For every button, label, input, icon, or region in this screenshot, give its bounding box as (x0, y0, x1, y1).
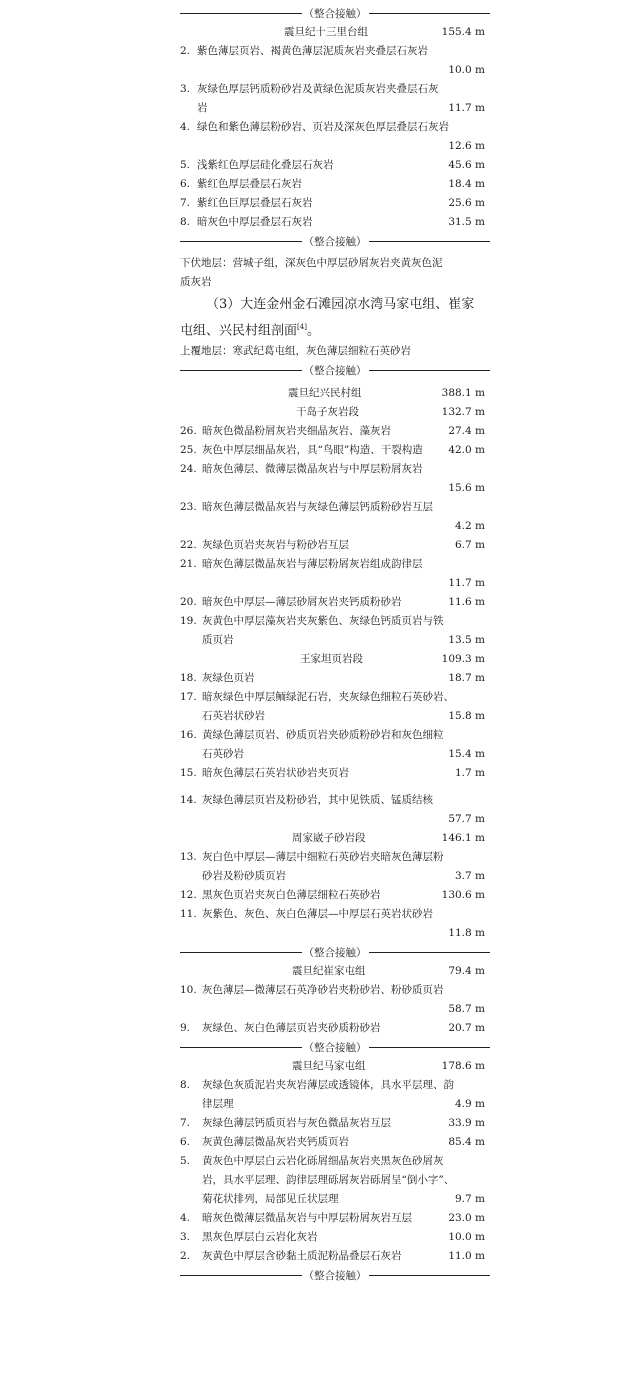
layer-row: 10. 灰色薄层—微薄层石英净砂岩夹粉砂岩、粉砂质页岩 (180, 984, 444, 997)
layer-row-cont: 岩 11.7 m (197, 102, 485, 114)
layer-row: 8. 灰绿色灰质泥岩夹灰岩薄层或透镜体，具水平层理、韵 (180, 1079, 454, 1092)
group-heading (180, 23, 490, 42)
group-thickness: 388.1 m (441, 387, 485, 400)
contact-divider (180, 4, 490, 23)
group-heading (180, 1057, 490, 1076)
layer-thickness: 57.7 m (448, 813, 485, 826)
layer-row-cont: 菊花状排列，局部见丘状层理 9.7 m (202, 1193, 485, 1206)
layer-row: 2. 灰黄色中厚层含砂黏土质泥粉晶叠层石灰岩 11.0 m (180, 1250, 485, 1263)
contact-divider: （整合接触） (180, 1266, 490, 1285)
layer-thickness: 58.7 m (448, 1003, 485, 1016)
layer-row: 22. 灰绿色页岩夹灰岩与粉砂岩互层 6.7 m (180, 539, 485, 552)
layer-row: 11. 灰紫色、灰色、灰白色薄层—中厚层石英岩状砂岩 (180, 908, 433, 921)
group-thickness: 79.4 m (448, 965, 485, 978)
overlying-strata: 上覆地层：寒武纪葛屯组，灰色薄层细粒石英砂岩 (180, 345, 411, 358)
group-heading (180, 962, 490, 981)
layer-row: 24. 暗灰色薄层、微薄层微晶灰岩与中厚层粉屑灰岩 (180, 463, 423, 476)
layer-row-cont: 质页岩 13.5 m (202, 634, 485, 647)
contact-label: （整合接触） (303, 8, 367, 20)
layer-row: 12. 黑灰色页岩夹灰白色薄层细粒石英砂岩 130.6 m (180, 889, 485, 902)
layer-thickness: 10.0 m (448, 64, 485, 76)
contact-divider: （整合接触） (180, 943, 490, 962)
contact-divider: （整合接触） (180, 1038, 490, 1057)
layer-row-cont: 岩，具水平层理、韵律层理砾屑灰岩砾屑呈“倒小字”、 (202, 1174, 455, 1187)
layer-row: 5. 浅紫红色厚层硅化叠层石灰岩 45.6 m (180, 159, 485, 171)
member-title: 周家崴子砂岩段 (292, 832, 366, 845)
member-heading (180, 403, 490, 422)
group-title: 震旦纪崔家屯组 (292, 965, 366, 978)
layer-row: 21. 暗灰色薄层微晶灰岩与薄层粉屑灰岩组成韵律层 (180, 558, 423, 571)
layer-row: 4. 绿色和紫色薄层粉砂岩、页岩及深灰色厚层叠层石灰岩 (180, 121, 449, 133)
document-page (180, 0, 490, 1285)
layer-thickness: 12.6 m (448, 140, 485, 152)
member-thickness: 132.7 m (441, 406, 485, 419)
layer-row: 13. 灰白色中厚层—薄层中细粒石英砂岩夹暗灰色薄层粉 (180, 851, 444, 864)
layer-row: 7. 紫红色巨厚层叠层石灰岩 25.6 m (180, 197, 485, 209)
group-title: 震旦纪兴民村组 (288, 387, 362, 400)
contact-divider: （整合接触） (180, 232, 490, 251)
contact-divider: （整合接触） (180, 361, 490, 380)
member-title: 干岛子灰岩段 (296, 406, 359, 419)
member-title: 王家坦页岩段 (300, 653, 363, 666)
layer-row: 9. 灰绿色、灰白色薄层页岩夹砂质粉砂岩 20.7 m (180, 1022, 485, 1035)
layer-thickness: 15.6 m (448, 482, 485, 495)
layer-row-cont: 石英砂岩 15.4 m (202, 748, 485, 761)
member-heading (180, 650, 490, 669)
layer-row: 16. 黄绿色薄层页岩、砂质页岩夹砂质粉砂岩和灰色细粒 (180, 729, 444, 742)
layer-row: 14. 灰绿色薄层页岩及粉砂岩，其中见铁质、锰质结核 (180, 794, 433, 807)
member-heading (180, 829, 490, 848)
layer-row: 18. 灰绿色页岩 18.7 m (180, 672, 485, 685)
layer-row: 8. 暗灰色中厚层叠层石灰岩 31.5 m (180, 216, 485, 228)
layer-row: 19. 灰黄色中厚层藻灰岩夹灰紫色、灰绿色钙质页岩与铁 (180, 615, 444, 628)
layer-row: 15. 暗灰色薄层石英岩状砂岩夹页岩 1.7 m (180, 767, 485, 780)
layer-row: 2. 紫色薄层页岩、褐黄色薄层泥质灰岩夹叠层石灰岩 (180, 45, 428, 57)
layer-row: 3. 灰绿色厚层钙质粉砂岩及黄绿色泥质灰岩夹叠层石灰 (180, 83, 439, 95)
layer-row: 26. 暗灰色微晶粉屑灰岩夹细晶灰岩、藻灰岩 27.4 m (180, 425, 485, 438)
layer-row: 17. 暗灰绿色中厚层鲕绿泥石岩，夹灰绿色细粒石英砂岩、 (180, 691, 454, 704)
layer-thickness: 4.2 m (455, 520, 485, 533)
layer-row: 25. 灰色中厚层细晶灰岩，具“鸟眼”构造、干裂构造 42.0 m (180, 444, 485, 457)
layer-row: 4. 暗灰色微薄层微晶灰岩与中厚层粉屑灰岩互层 23.0 m (180, 1212, 485, 1225)
layer-thickness: 11.7 m (448, 577, 485, 590)
reference-mark: [4] (297, 323, 307, 331)
group-title: 震旦纪马家屯组 (292, 1060, 366, 1073)
layer-row: 6. 紫红色厚层叠层石灰岩 18.4 m (180, 178, 485, 190)
group-title: 震旦纪十三里台组 (284, 26, 368, 38)
layer-thickness: 11.8 m (448, 927, 485, 940)
section-heading: （3）大连金州金石滩园凉水湾马家屯组、崔家 屯组、兴民村组剖面[4]。 (180, 297, 475, 339)
layer-row: 3. 黑灰色厚层白云岩化灰岩 10.0 m (180, 1231, 485, 1244)
layer-row: 23. 暗灰色薄层微晶灰岩与灰绿色薄层钙质粉砂岩互层 (180, 501, 433, 514)
layer-row-cont: 律层理 4.9 m (202, 1098, 485, 1111)
member-thickness: 146.1 m (441, 832, 485, 845)
layer-row: 7. 灰绿色薄层钙质页岩与灰色微晶灰岩互层 33.9 m (180, 1117, 485, 1130)
group-thickness: 155.4 m (441, 26, 485, 38)
layer-row: 5. 黄灰色中厚层白云岩化砾屑细晶灰岩夹黑灰色砂屑灰 (180, 1155, 444, 1168)
layer-row: 6. 灰黄色薄层微晶灰岩夹钙质页岩 85.4 m (180, 1136, 485, 1149)
layer-row: 20. 暗灰色中厚层—薄层砂屑灰岩夹钙质粉砂岩 11.6 m (180, 596, 485, 609)
layer-row-cont: 砂岩及粉砂质页岩 3.7 m (202, 870, 485, 883)
layer-row-cont: 石英岩状砂岩 15.8 m (202, 710, 485, 723)
underlying-strata: 下伏地层：营城子组，深灰色中厚层砂屑灰岩夹黄灰色泥 质灰岩 (180, 257, 443, 288)
member-thickness: 109.3 m (441, 653, 485, 666)
group-heading (180, 384, 490, 403)
group-thickness: 178.6 m (441, 1060, 485, 1073)
